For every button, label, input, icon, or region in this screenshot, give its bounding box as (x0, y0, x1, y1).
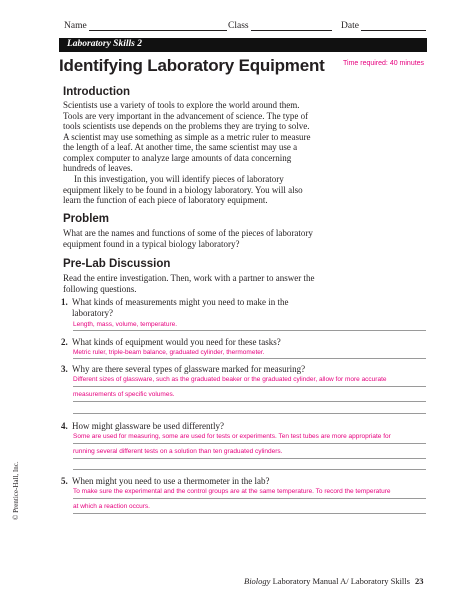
question-number: 3. (61, 364, 68, 374)
intro-line: A scientist may use something as simple as a metric ruler to measure (63, 131, 311, 142)
intro-line: complex computer to analyze large amounts of data concerning (63, 152, 292, 163)
introduction-paragraph-2 (63, 174, 423, 206)
class-blank (251, 20, 332, 31)
answer-line (73, 469, 426, 470)
prelab-intro-line: following questions. (63, 283, 137, 294)
answer-line (73, 330, 426, 331)
prelab-heading: Pre-Lab Discussion (63, 258, 171, 270)
question-number: 5. (61, 476, 68, 486)
class-label: Class (228, 21, 249, 31)
question-number: 2. (61, 337, 68, 347)
answer-1: Length, mass, volume, temperature. (73, 321, 178, 328)
date-blank (361, 20, 426, 31)
answer-line (73, 458, 426, 459)
question-3 (61, 364, 421, 375)
intro-line: In this investigation, you will identify pieces of laboratory (74, 174, 284, 184)
answer-line (73, 498, 426, 499)
introduction-paragraph-1 (63, 100, 423, 174)
intro-line: Scientists use a variety of tools to explore the world around them. (63, 100, 300, 110)
question-number: 4. (61, 421, 68, 431)
problem-line: What are the names and functions of some of the pieces of laboratory (63, 228, 313, 238)
question-text: Why are there several types of glassware marked for measuring? (72, 364, 306, 374)
question-text: laboratory? (72, 307, 113, 318)
name-blank (89, 20, 227, 31)
problem-text (63, 228, 423, 249)
intro-line: the length of a leaf. At another time, the same scientist may use a (63, 142, 298, 152)
footer-book-title: Biology (244, 576, 271, 586)
problem-line: equipment found in a typical biology laboratory? (63, 238, 240, 249)
answer-3-line-1: Different sizes of glassware, such as the graduated beaker or the graduated cylinder, allow for more accurate (73, 376, 387, 383)
answer-line (73, 358, 426, 359)
question-1 (61, 297, 421, 318)
answer-5-line-2: at which a reaction occurs. (73, 503, 150, 510)
date-label: Date (341, 21, 359, 31)
question-text: How might glassware be used differently? (72, 421, 225, 431)
answer-line (73, 386, 426, 387)
name-label: Name (64, 21, 87, 31)
intro-line: tools scientists use depends on the problems they are trying to solve. (63, 121, 310, 131)
copyright-notice: © Prentice-Hall, Inc. (12, 461, 20, 520)
question-4 (61, 421, 421, 432)
page-number: 23 (414, 576, 424, 586)
answer-line (73, 413, 426, 414)
question-text: What kinds of equipment would you need for these tasks? (72, 337, 281, 347)
answer-line (73, 443, 426, 444)
intro-line: Tools are very important in the advancement of science. The type of (63, 110, 309, 121)
question-number: 1. (61, 297, 68, 307)
name-field (64, 20, 227, 31)
question-5 (61, 476, 421, 487)
question-text: What kinds of measurements might you need to make in the (72, 297, 289, 307)
answer-line (73, 401, 426, 402)
question-2 (61, 337, 421, 348)
intro-line: equipment likely to be found in a biology laboratory. You will also (63, 184, 303, 195)
intro-line: hundreds of leaves. (63, 163, 133, 173)
section-banner (59, 38, 427, 52)
class-field (228, 20, 332, 31)
banner-label: Laboratory Skills 2 (67, 39, 142, 49)
page-title: Identifying Laboratory Equipment (59, 56, 325, 75)
answer-line (73, 513, 426, 514)
answer-4-line-1: Some are used for measuring, some are used for tests or experiments. Ten test tubes are more appropriate for (73, 433, 391, 440)
date-field (341, 20, 426, 31)
footer-text: Laboratory Manual A/ Laboratory Skills (270, 576, 410, 586)
answer-4-line-2: running several different tests on a solution than ten graduated cylinders. (73, 448, 283, 455)
answer-2: Metric ruler, triple-beam balance, graduated cylinder, thermometer. (73, 349, 265, 356)
question-text: When might you need to use a thermometer in the lab? (72, 476, 270, 486)
answer-5-line-1: To make sure the experimental and the control groups are at the same temperature. To record the temperature (73, 488, 391, 495)
answer-3-line-2: measurements of specific volumes. (73, 391, 175, 398)
introduction-heading: Introduction (63, 86, 131, 98)
prelab-intro (63, 273, 423, 294)
intro-line: learn the function of each piece of laboratory equipment. (63, 195, 268, 205)
time-required: Time required: 40 minutes (343, 60, 425, 67)
problem-heading: Problem (63, 213, 110, 225)
page-footer (244, 576, 423, 586)
prelab-intro-line: Read the entire investigation. Then, work with a partner to answer the (63, 273, 315, 283)
